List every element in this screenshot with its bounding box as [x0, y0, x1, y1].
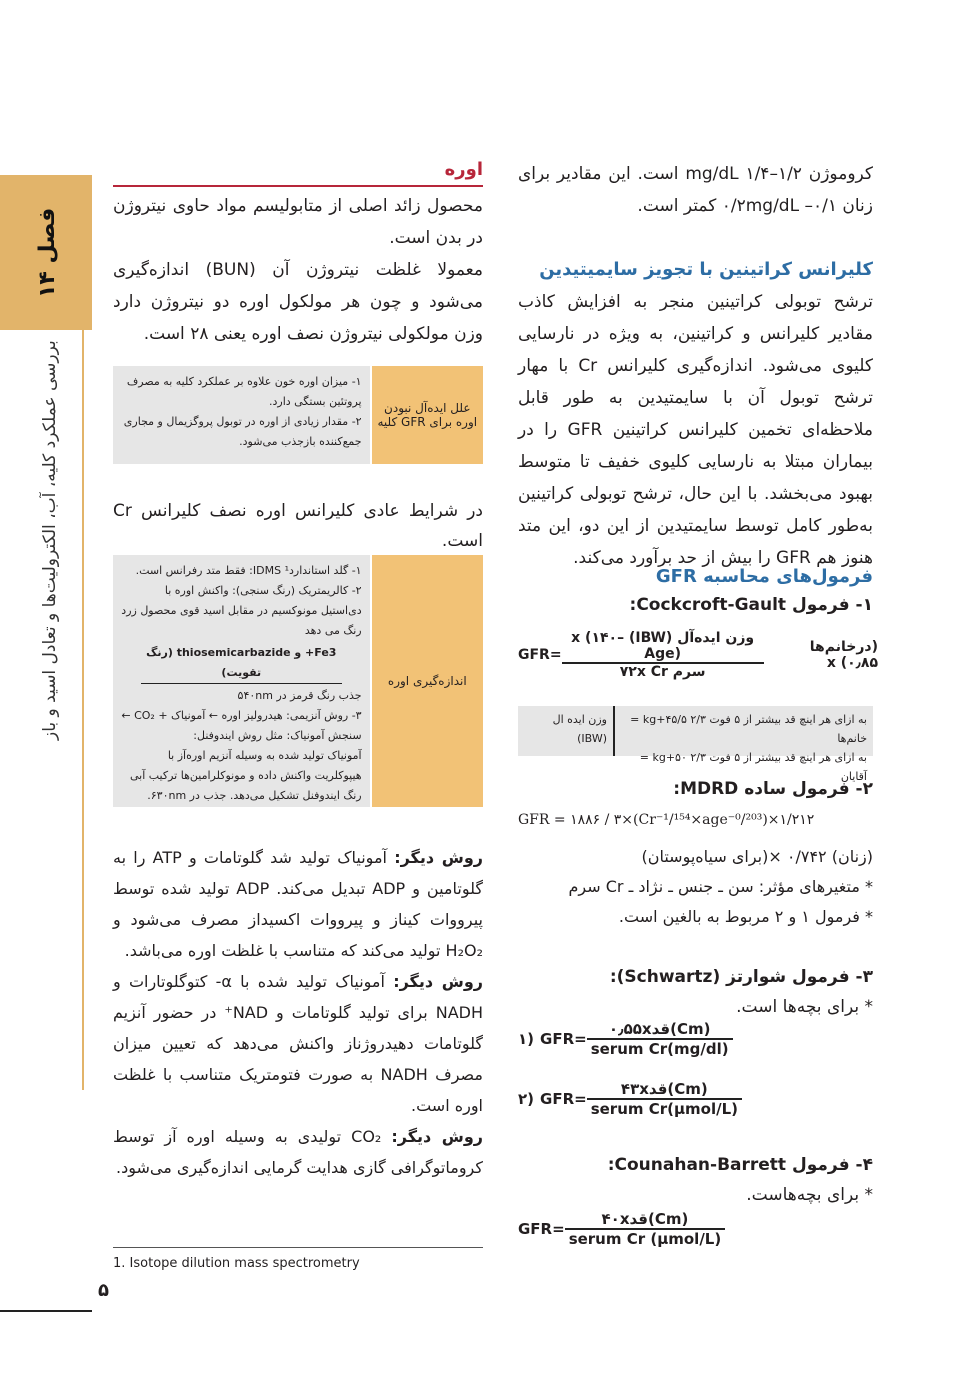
ibw-head: وزن ایده ال (IBW)	[518, 706, 613, 756]
cockcroft-suffix: (درخانم‌ها ۰٫۸۵) x	[809, 639, 878, 671]
counahan-note: * برای بچه‌هاست.	[746, 1185, 873, 1205]
urea-limits-head: علل ایده‌آل نبودن اوره برای GFR کلیه	[372, 366, 483, 464]
other-method-2	[113, 966, 483, 1121]
other-method-2-label: روش دیگر:	[393, 972, 484, 991]
cockcroft-denominator: سرم ۷۲x Cr	[619, 664, 706, 680]
urea-limits-table	[113, 366, 483, 464]
side-divider	[82, 330, 84, 1090]
mdrd-note-1: (زنان) ۰/۷۴۲ ×(برای سیاه‌پوستان)	[641, 847, 873, 866]
counahan-fraction	[565, 1210, 726, 1248]
other-method-1-text: آمونیاک تولید شد گلوتامات و ATP را به گلوتامین و ADP تبدیل می‌کند. ADP تولید شده توسط پیرووات کیناز و پیرووات اکسیداز مصرف می‌شود و H₂O₂ تولید می‌کند که متناسب با غلظت اوره می‌باشد.	[113, 848, 483, 960]
schwartz-formula-2-denominator: serum Cr(µmol/L)	[590, 1100, 739, 1118]
urea-limit-1: ۱- میزان اوره خون علاوه بر عملکرد کلیه به مصرف پروتئین بستگی دارد.	[126, 375, 362, 408]
urea-limit-2: ۲- مقدار زیادی از اوره در توبول پروگزیمال و مجاری جمع‌کننده بازجذب می‌شود.	[123, 415, 362, 448]
schwartz-formula-2-numerator: ۴۳xقد(Cm)	[587, 1080, 742, 1100]
counahan-title: ۴- فرمول Counahan-Barrett:	[607, 1155, 873, 1175]
urea-paragraph-2: معمولا غلظت نیتروژن آن (BUN) اندازه‌گیری می‌شود و چون هر مولکول اوره دو نیتروژن دارد وزن مولکولی نیتروژن نصف اوره یعنی ۲۸ است.	[113, 260, 483, 344]
method-idms: ۱- گلد استاندارد¹ IDMS: فقط متد رفرانس است.	[135, 564, 362, 577]
counahan-formula	[518, 1210, 725, 1248]
reaction-arrow-label: Fe3+ و thiosemicarbazide (رنگ تقویت)	[141, 643, 342, 684]
urea-paragraph-1: محصول زائد اصلی از متابولیسم مواد حاوی نیتروژن در بدن است.	[113, 196, 483, 248]
counahan-denominator: serum Cr (µmol/L)	[568, 1230, 722, 1248]
urea-measurement-body	[113, 555, 370, 807]
ibw-men: به ازای هر اینچ قد بیشتر از ۵ فوت ۲/۳ kg+۵۰ = آقایان	[639, 751, 867, 783]
other-method-3-label: روش دیگر:	[391, 1127, 483, 1146]
urea-measurement-head: اندازه‌گیری اوره	[372, 555, 483, 807]
cockcroft-title: ۱- فرمول Cockcroft-Gault:	[629, 595, 873, 615]
other-method-2-text: آمونیاک تولید شده با α- کتوگلوتارات و NADH برای تولید گلوتامات و NAD⁺ در حضور آنزیم گلوتامات دهیدروژناز واکنش می‌دهد که تعیین میزان مصرف NADH به صورت فتومتریک متناسب با غلظت اوره است.	[113, 972, 483, 1115]
ibw-women: به ازای هر اینچ قد بیشتر از ۵ فوت ۲/۳ kg+۴۵/۵ = خانم‌ها	[630, 713, 867, 745]
cockcroft-lhs: GFR=	[518, 647, 562, 663]
chapter-label: فصل ۱۴	[35, 207, 60, 298]
cimetidine-paragraph: ترشح توبولی کراتینین منجر به افزایش کاذب مقادیر کلیرانس و کراتینین، به ویژه در نارسایی کلیوی می‌شود. اندازه‌گیری کلیرانس Cr با مهار ترشح توبول آن با سایمتیدین به طور قابل ملاحظه‌ای تخمین کلیرانس کراتینین GFR را در بیماران مبتلا به نارسایی کلیوی خفیف تا متوسط بهبود می‌بخشد. با این حال، ترشح توبولی کراتینین به‌طور کامل توسط سایمتیدین از این دو، این متد هنوز هم GFR را بیش از حد برآورد می‌کند.	[518, 292, 873, 568]
chapter-tab	[0, 175, 92, 330]
method-enzymatic: ۳- روش آنزیمی: هیدرولیز اوره ← آمونیاک + CO₂ ←	[121, 709, 362, 722]
page-number: ۵	[98, 1280, 109, 1301]
method-absorbance: جذب رنگ قرمز در ۵۴۰nm	[237, 689, 362, 702]
counahan-lhs: GFR=	[518, 1220, 565, 1238]
urea-title: اوره	[444, 159, 483, 180]
gfr-formulas-title: فرمول‌های محاسبه GFR	[655, 566, 873, 587]
cockcroft-formula	[518, 630, 878, 680]
mdrd-note-2: * متغیرهای مؤثر: سن ـ جنس ـ نژاد ـ Cr سرم	[568, 877, 873, 896]
schwartz-note: * برای بچه‌ها است.	[736, 997, 873, 1017]
schwartz-formula-1-fraction	[587, 1020, 733, 1058]
urea-title-rule	[113, 185, 483, 187]
other-method-1-label: روش دیگر:	[394, 848, 483, 867]
other-method-3	[113, 1121, 483, 1183]
ibw-body	[615, 706, 873, 783]
schwartz-formula-1-denominator: serum Cr(mg/dl)	[590, 1040, 729, 1058]
schwartz-formula-1-numerator: ۰٫۵۵xقد(Cm)	[587, 1020, 733, 1040]
schwartz-formula-2-lhs: GFR=	[540, 1090, 587, 1108]
cimetidine-title: کلیرانس کراتینین با تجویز سایمیتیدین	[539, 259, 873, 280]
bottom-divider	[0, 1310, 92, 1312]
schwartz-formula-2-index: ۲)	[518, 1090, 535, 1108]
method-ammonia: سنجش آمونیاک: مثل روش ایندوفنل:	[193, 729, 362, 742]
mdrd-title: ۲- فرمول ساده MDRD:	[673, 779, 873, 799]
mdrd-equation: GFR = ۱۸۸۶ / ۳×(Cr⁻¹/¹⁵⁴×age⁻⁰/²⁰³)×۱/۲۱۲	[518, 812, 815, 828]
chapter-title: بررسی عملکرد کلیه، آب، الکترولیت‌ها و تعادل اسید و باز	[40, 340, 60, 740]
other-method-3-text: CO₂ تولیدی به وسیله اوره آز توسط کروماتوگرافی گازی هدایت گرمایی اندازه‌گیری می‌شود.	[113, 1127, 483, 1177]
schwartz-formula-1-lhs: GFR=	[540, 1030, 587, 1048]
mdrd-note-3: * فرمول ۱ و ۲ مربوط به بالغین است.	[618, 907, 873, 926]
cockcroft-numerator: وزن ایده‌آل (IBW) x (۱۴۰–Age)	[562, 630, 764, 664]
urea-limits-body	[113, 366, 370, 464]
schwartz-formula-1	[518, 1020, 733, 1058]
method-indophenol: آمونیاک تولید شده به وسیله آنزیم اوره‌آز با هیپوکلریت واکنش داده و مونوکلرامین‌ها ترکیب آبی رنگ ایندوفنل تشکیل می‌دهد. جذب در ۶۳۰nm.	[129, 749, 362, 802]
urea-clearance-note: در شرایط عادی کلیرانس اوره نصف کلیرانس Cr است.	[113, 501, 483, 551]
schwartz-formula-1-index: ۱)	[518, 1030, 535, 1048]
cockcroft-fraction	[562, 630, 764, 680]
schwartz-title: ۳- فرمول شوارتز (Schwartz):	[609, 967, 873, 987]
other-method-1	[113, 842, 483, 966]
ibw-table	[518, 706, 873, 783]
schwartz-formula-2-fraction	[587, 1080, 742, 1118]
method-colorimetric: ۲- کالریمتریک (رنگ سنجی): واکنش اوره با دی‌استیل مونوکسیم در مقابل اسید قوی محصول زرد رنگ می دهد	[121, 584, 362, 637]
chromogen-paragraph: کروموژن ۱/۲–۱/۴ mg/dL است. این مقادیر برای زنان ۰/۱– ۰/۲mg/dL کمتر است.	[518, 164, 874, 216]
urea-measurement-table	[113, 555, 483, 807]
footnote: 1. Isotope dilution mass spectrometry	[113, 1256, 360, 1271]
counahan-numerator: ۴۰xقد(Cm)	[565, 1210, 726, 1230]
schwartz-formula-2	[518, 1080, 742, 1118]
footnote-rule	[113, 1247, 483, 1248]
